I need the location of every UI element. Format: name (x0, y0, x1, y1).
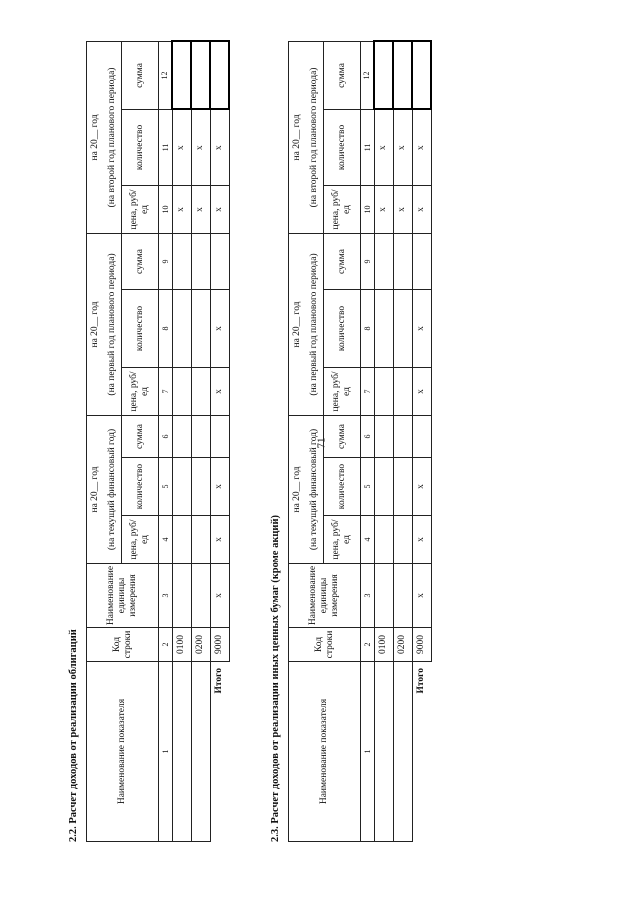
total-sum[interactable] (412, 415, 431, 457)
quantity-cell[interactable] (374, 458, 393, 516)
header-quantity: количество (122, 458, 159, 516)
table-row (374, 41, 393, 841)
table-row (172, 41, 191, 841)
header-year-first-sub: (на первый год планового периода) (306, 233, 324, 415)
header-quantity: количество (122, 109, 159, 185)
column-number: 2 (361, 628, 375, 662)
price-cell[interactable] (393, 367, 412, 415)
total-sum[interactable] (210, 415, 229, 457)
total-price: x (412, 516, 431, 564)
section-bonds (66, 42, 230, 842)
section-other-securities (268, 42, 432, 842)
total-quantity: x (412, 289, 431, 367)
sum-cell[interactable] (374, 233, 393, 289)
column-number: 2 (159, 628, 173, 662)
header-quantity: количество (324, 109, 361, 185)
column-number: 6 (361, 415, 375, 457)
total-quantity: x (210, 109, 229, 185)
total-row (210, 41, 229, 841)
column-number: 1 (159, 662, 173, 842)
quantity-cell[interactable] (191, 458, 210, 516)
header-price: цена, руб/ед (122, 367, 159, 415)
price-cell[interactable] (191, 516, 210, 564)
section-title: 2.2. Расчет доходов от реализации облигаций (68, 629, 79, 842)
header-sum: сумма (122, 41, 159, 109)
total-price: x (210, 185, 229, 233)
indicator-cell[interactable] (172, 662, 191, 842)
total-price: x (210, 516, 229, 564)
column-number: 11 (159, 109, 173, 185)
sum-cell[interactable] (191, 41, 210, 109)
header-year-current: на 20__ год (289, 415, 307, 563)
column-number: 10 (361, 185, 375, 233)
header-year-current: на 20__ год (87, 415, 105, 563)
quantity-cell[interactable] (191, 289, 210, 367)
header-year-first: на 20__ год (87, 233, 105, 415)
bonds-income-table (86, 40, 230, 842)
code-cell: 0100 (172, 628, 191, 662)
header-year-second: на 20__ год (289, 41, 307, 233)
sum-cell[interactable] (172, 415, 191, 457)
table-row (191, 41, 210, 841)
column-number: 11 (361, 109, 375, 185)
header-price: цена, руб/ед (122, 516, 159, 564)
header-year-current-sub: (на текущий финансовый год) (104, 415, 122, 563)
column-number: 3 (159, 564, 173, 628)
code-cell: 0200 (191, 628, 210, 662)
column-number: 4 (361, 516, 375, 564)
total-unit: x (412, 564, 431, 628)
total-code: 9000 (412, 628, 431, 662)
header-indicator: Наименование показателя (289, 662, 361, 842)
sum-cell[interactable] (191, 415, 210, 457)
total-sum[interactable] (210, 233, 229, 289)
header-code: Код строки (87, 628, 159, 662)
column-number: 8 (159, 289, 173, 367)
sum-cell[interactable] (393, 415, 412, 457)
price-cell: x (374, 185, 393, 233)
column-number: 1 (361, 662, 375, 842)
header-sum: сумма (324, 233, 361, 289)
total-sum[interactable] (210, 41, 229, 109)
header-unit: Наименование единицы измерения (289, 564, 361, 628)
total-label: Итого (416, 668, 427, 694)
column-number: 4 (159, 516, 173, 564)
column-number: 5 (361, 458, 375, 516)
header-sum: сумма (324, 41, 361, 109)
code-cell: 0100 (374, 628, 393, 662)
header-year-second: на 20__ год (87, 41, 105, 233)
quantity-cell: x (172, 109, 191, 185)
header-sum: сумма (324, 415, 361, 457)
quantity-cell[interactable] (393, 289, 412, 367)
header-quantity: количество (324, 458, 361, 516)
total-quantity: x (412, 458, 431, 516)
quantity-cell[interactable] (393, 458, 412, 516)
column-number: 12 (361, 41, 375, 109)
header-year-first-sub: (на первый год планового периода) (104, 233, 122, 415)
total-quantity: x (210, 289, 229, 367)
header-sum: сумма (122, 415, 159, 457)
sum-cell[interactable] (374, 41, 393, 109)
sum-cell[interactable] (393, 41, 412, 109)
quantity-cell: x (374, 109, 393, 185)
price-cell[interactable] (393, 516, 412, 564)
unit-cell[interactable] (393, 564, 412, 628)
column-number: 5 (159, 458, 173, 516)
total-row (412, 41, 431, 841)
header-price: цена, руб/ед (122, 185, 159, 233)
price-cell: x (393, 185, 412, 233)
column-number: 8 (361, 289, 375, 367)
header-unit: Наименование единицы измерения (87, 564, 159, 628)
total-sum[interactable] (412, 41, 431, 109)
header-year-current-sub: (на текущий финансовый год) (306, 415, 324, 563)
price-cell[interactable] (374, 516, 393, 564)
quantity-cell: x (393, 109, 412, 185)
sum-cell[interactable] (191, 233, 210, 289)
sum-cell[interactable] (374, 415, 393, 457)
total-unit: x (210, 564, 229, 628)
total-sum[interactable] (412, 233, 431, 289)
total-label: Итого (214, 668, 225, 694)
section-title: 2.3. Расчет доходов от реализации иных ценных бумаг (кроме акций) (270, 514, 281, 842)
total-price: x (412, 185, 431, 233)
price-cell[interactable] (191, 367, 210, 415)
code-cell: 0200 (393, 628, 412, 662)
header-price: цена, руб/ед (324, 516, 361, 564)
header-code: Код строки (289, 628, 361, 662)
total-quantity: x (210, 458, 229, 516)
header-year-second-sub: (на второй год планового периода) (306, 41, 324, 233)
price-cell[interactable] (172, 367, 191, 415)
column-number: 3 (361, 564, 375, 628)
indicator-cell[interactable] (191, 662, 210, 842)
sum-cell[interactable] (172, 233, 191, 289)
total-quantity: x (412, 109, 431, 185)
table-row (393, 41, 412, 841)
column-number: 6 (159, 415, 173, 457)
price-cell: x (191, 185, 210, 233)
column-number: 7 (361, 367, 375, 415)
header-indicator: Наименование показателя (87, 662, 159, 842)
indicator-cell[interactable] (393, 662, 412, 842)
sum-cell[interactable] (172, 41, 191, 109)
header-quantity: количество (324, 289, 361, 367)
total-price: x (412, 367, 431, 415)
header-price: цена, руб/ед (324, 185, 361, 233)
header-price: цена, руб/ед (324, 367, 361, 415)
quantity-cell[interactable] (172, 458, 191, 516)
quantity-cell: x (191, 109, 210, 185)
unit-cell[interactable] (374, 564, 393, 628)
total-price: x (210, 367, 229, 415)
column-number: 9 (159, 233, 173, 289)
price-cell: x (172, 185, 191, 233)
sum-cell[interactable] (393, 233, 412, 289)
header-quantity: количество (122, 289, 159, 367)
column-number: 9 (361, 233, 375, 289)
header-year-second-sub: (на второй год планового периода) (104, 41, 122, 233)
price-cell[interactable] (172, 516, 191, 564)
column-number: 12 (159, 41, 173, 109)
header-sum: сумма (122, 233, 159, 289)
quantity-cell[interactable] (172, 289, 191, 367)
page-number: 71 (315, 437, 328, 449)
column-number: 7 (159, 367, 173, 415)
total-code: 9000 (210, 628, 229, 662)
indicator-cell[interactable] (374, 662, 393, 842)
price-cell[interactable] (374, 367, 393, 415)
header-year-first: на 20__ год (289, 233, 307, 415)
unit-cell[interactable] (172, 564, 191, 628)
securities-income-table (288, 40, 432, 842)
unit-cell[interactable] (191, 564, 210, 628)
column-number: 10 (159, 185, 173, 233)
quantity-cell[interactable] (374, 289, 393, 367)
